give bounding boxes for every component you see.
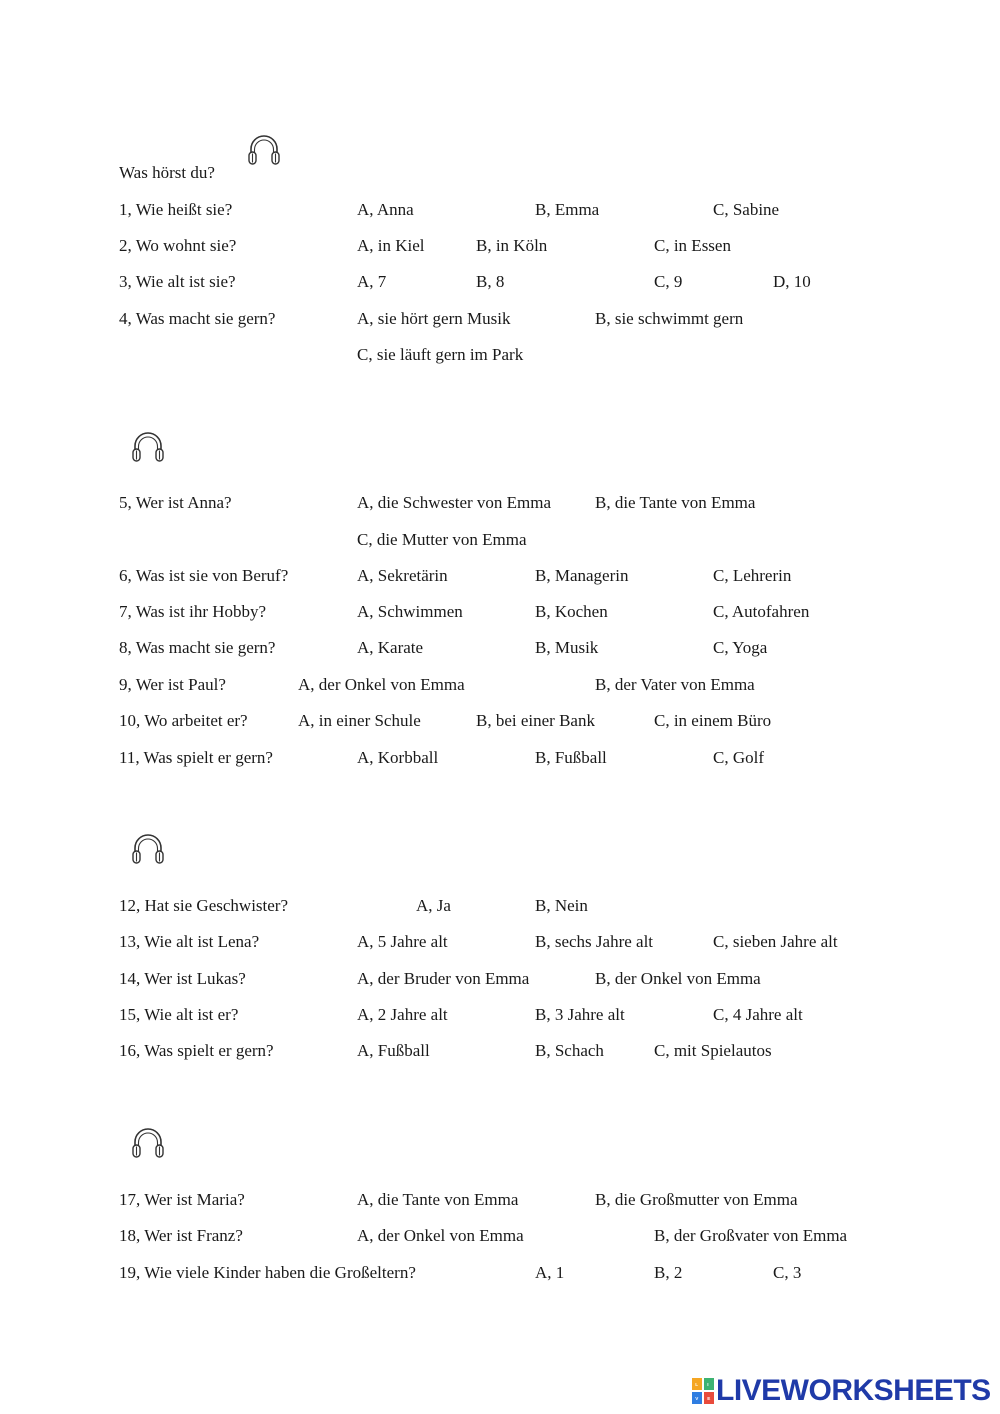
option-6b[interactable]: B, Managerin [535, 566, 629, 585]
option-7c[interactable]: C, Autofahren [713, 602, 810, 621]
option-3c[interactable]: C, 9 [654, 272, 683, 291]
question-15: 15, Wie alt ist er? [119, 1005, 239, 1024]
option-15a[interactable]: A, 2 Jahre alt [357, 1005, 448, 1024]
option-1a[interactable]: A, Anna [357, 200, 414, 219]
liveworksheets-brand[interactable] [692, 1374, 991, 1408]
option-7b[interactable]: B, Kochen [535, 602, 608, 621]
option-17b[interactable]: B, die Großmutter von Emma [595, 1190, 798, 1209]
question-1: 1, Wie heißt sie? [119, 200, 233, 219]
option-5b[interactable]: B, die Tante von Emma [595, 493, 756, 512]
question-17: 17, Wer ist Maria? [119, 1190, 245, 1209]
question-9: 9, Wer ist Paul? [119, 675, 226, 694]
option-1b[interactable]: B, Emma [535, 200, 600, 219]
question-7: 7, Was ist ihr Hobby? [119, 602, 267, 621]
question-10: 10, Wo arbeitet er? [119, 711, 248, 730]
option-8b[interactable]: B, Musik [535, 638, 599, 657]
option-2a[interactable]: A, in Kiel [357, 236, 425, 255]
option-16a[interactable]: A, Fußball [357, 1041, 430, 1060]
question-11: 11, Was spielt er gern? [119, 748, 273, 767]
option-4b[interactable]: B, sie schwimmt gern [595, 309, 744, 328]
liveworksheets-logo [692, 1378, 714, 1404]
intro-question: Was hörst du? [119, 163, 215, 182]
question-3: 3, Wie alt ist sie? [119, 272, 236, 291]
option-12b[interactable]: B, Nein [535, 896, 588, 915]
option-14b[interactable]: B, der Onkel von Emma [595, 969, 761, 988]
option-10a[interactable]: A, in einer Schule [298, 711, 421, 730]
option-11a[interactable]: A, Korbball [357, 748, 439, 767]
option-2c[interactable]: C, in Essen [654, 236, 731, 255]
option-5a[interactable]: A, die Schwester von Emma [357, 493, 552, 512]
question-5: 5, Wer ist Anna? [119, 493, 232, 512]
question-6: 6, Was ist sie von Beruf? [119, 566, 289, 585]
option-9b[interactable]: B, der Vater von Emma [595, 675, 755, 694]
option-11b[interactable]: B, Fußball [535, 748, 607, 767]
option-8a[interactable]: A, Karate [357, 638, 424, 657]
option-4a[interactable]: A, sie hört gern Musik [357, 309, 511, 328]
question-2: 2, Wo wohnt sie? [119, 236, 237, 255]
option-18b[interactable]: B, der Großvater von Emma [654, 1226, 848, 1245]
option-1c[interactable]: C, Sabine [713, 200, 780, 219]
option-13c[interactable]: C, sieben Jahre alt [713, 932, 838, 951]
option-10c[interactable]: C, in einem Büro [654, 711, 772, 730]
option-15c[interactable]: C, 4 Jahre alt [713, 1005, 803, 1024]
headphones-icon[interactable] [130, 1127, 166, 1159]
option-15b[interactable]: B, 3 Jahre alt [535, 1005, 625, 1024]
logo-letter: E [707, 1396, 711, 1401]
option-9a[interactable]: A, der Onkel von Emma [298, 675, 465, 694]
option-13b[interactable]: B, sechs Jahre alt [535, 932, 654, 951]
option-8c[interactable]: C, Yoga [713, 638, 768, 657]
option-10b[interactable]: B, bei einer Bank [476, 711, 595, 730]
logo-letter: V [695, 1396, 699, 1401]
option-3a[interactable]: A, 7 [357, 272, 387, 291]
option-16c[interactable]: C, mit Spielautos [654, 1041, 772, 1060]
option-4c[interactable]: C, sie läuft gern im Park [357, 345, 524, 364]
option-12a[interactable]: A, Ja [416, 896, 451, 915]
headphones-icon[interactable] [130, 833, 166, 865]
logo-letters [695, 1382, 710, 1401]
question-19: 19, Wie viele Kinder haben die Großeltern? [119, 1263, 416, 1282]
option-17a[interactable]: A, die Tante von Emma [357, 1190, 519, 1209]
logo-letter: I [707, 1382, 709, 1387]
option-6a[interactable]: A, Sekretärin [357, 566, 448, 585]
option-16b[interactable]: B, Schach [535, 1041, 604, 1060]
question-8: 8, Was macht sie gern? [119, 638, 276, 657]
option-19b[interactable]: B, 2 [654, 1263, 683, 1282]
headphones-icon[interactable] [130, 431, 166, 463]
question-14: 14, Wer ist Lukas? [119, 969, 246, 988]
option-19c[interactable]: C, 3 [773, 1263, 802, 1282]
option-3b[interactable]: B, 8 [476, 272, 505, 291]
question-12: 12, Hat sie Geschwister? [119, 896, 289, 915]
option-14a[interactable]: A, der Bruder von Emma [357, 969, 530, 988]
option-2b[interactable]: B, in Köln [476, 236, 548, 255]
option-19a[interactable]: A, 1 [535, 1263, 565, 1282]
question-18: 18, Wer ist Franz? [119, 1226, 243, 1245]
option-7a[interactable]: A, Schwimmen [357, 602, 463, 621]
logo-letter: L [695, 1382, 699, 1387]
question-16: 16, Was spielt er gern? [119, 1041, 274, 1060]
option-13a[interactable]: A, 5 Jahre alt [357, 932, 448, 951]
question-4: 4, Was macht sie gern? [119, 309, 276, 328]
option-18a[interactable]: A, der Onkel von Emma [357, 1226, 524, 1245]
question-13: 13, Wie alt ist Lena? [119, 932, 260, 951]
brand-name: LIVEWORKSHEETS [716, 1374, 991, 1407]
option-3d[interactable]: D, 10 [773, 272, 811, 291]
option-6c[interactable]: C, Lehrerin [713, 566, 792, 585]
option-11c[interactable]: C, Golf [713, 748, 764, 767]
headphones-icon[interactable] [246, 134, 282, 166]
option-5c[interactable]: C, die Mutter von Emma [357, 530, 527, 549]
